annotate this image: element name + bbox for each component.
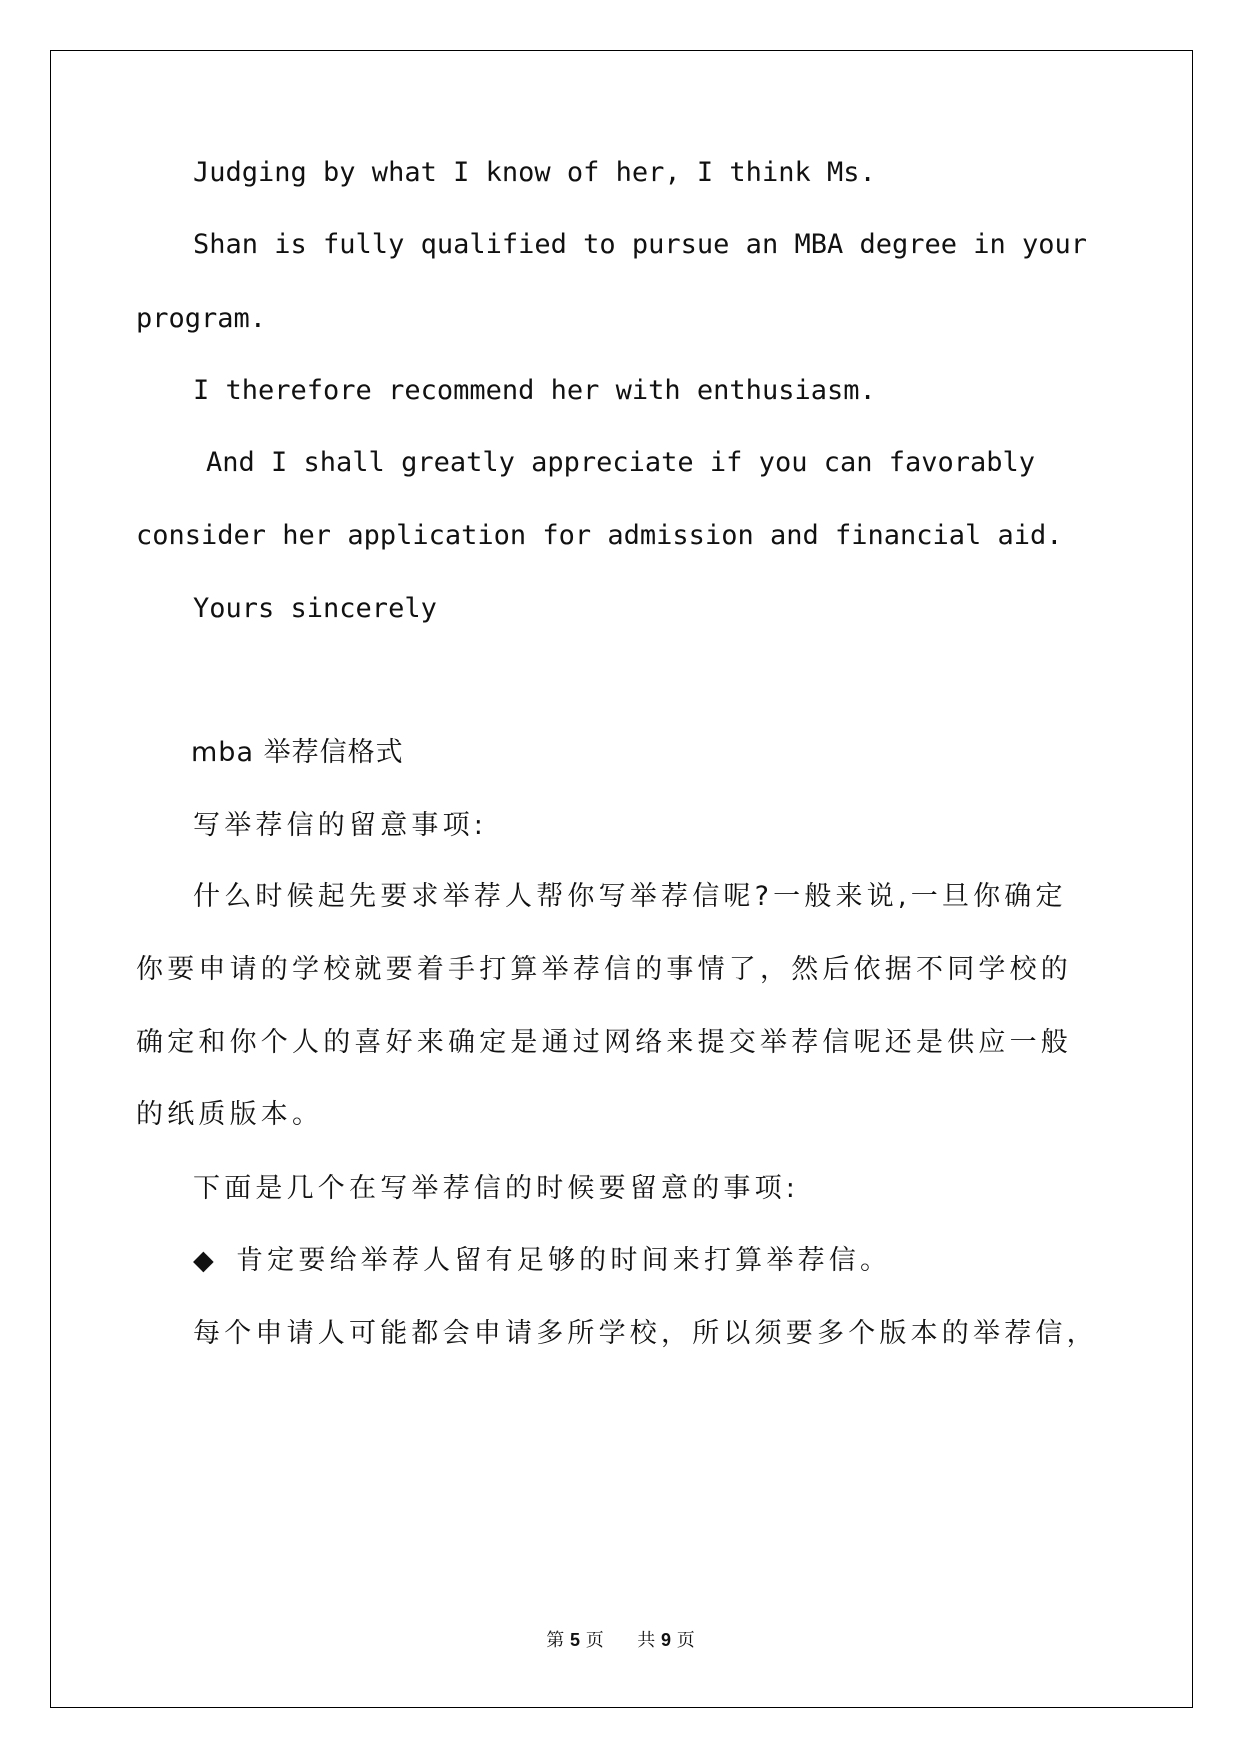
section-subheading: 写举荐信的留意事项: — [193, 810, 488, 841]
page-border — [50, 50, 1193, 1708]
page-footer — [0, 1626, 1241, 1652]
bullet-item-1-text: 肯定要给举荐人留有足够的时间来打算举荐信。 — [235, 1245, 892, 1276]
footer-total-pages: 9 — [660, 1630, 671, 1650]
footer-page-number: 5 — [570, 1630, 581, 1650]
letter-closing: Yours sincerely — [193, 593, 437, 624]
paragraph-2: 下面是几个在写举荐信的时候要留意的事项: — [193, 1173, 800, 1204]
letter-line-2: Shan is fully qualified to pursue an MBA degree in your — [193, 229, 1088, 260]
diamond-bullet-icon: ◆ — [193, 1245, 218, 1276]
letter-line-4: I therefore recommend her with enthusiasm. — [193, 375, 876, 406]
footer-page-label: 页 — [585, 1630, 604, 1651]
letter-line-1: Judging by what I know of her, I think Ms. — [193, 157, 876, 188]
section-heading: mba 举荐信格式 — [191, 737, 404, 768]
footer-prefix: 第 — [546, 1630, 565, 1651]
letter-line-5: And I shall greatly appreciate if you can favorably — [206, 447, 1036, 478]
paragraph-3-line-1: 每个申请人可能都会申请多所学校，所以须要多个版本的举荐信， — [193, 1318, 1098, 1349]
paragraph-1-line-1: 什么时候起先要求举荐人帮你写举荐信呢?一般来说,一旦你确定 — [193, 881, 1067, 912]
footer-suffix: 页 — [676, 1630, 695, 1651]
paragraph-1-line-4: 的纸质版本。 — [136, 1099, 324, 1130]
letter-line-6: consider her application for admission and financial aid. — [136, 520, 1063, 551]
paragraph-1-line-3: 确定和你个人的喜好来确定是通过网络来提交举荐信呢还是供应一般 — [136, 1027, 1072, 1058]
bullet-item-1 — [193, 1244, 891, 1278]
footer-total-prefix: 共 — [637, 1630, 656, 1651]
letter-line-3: program. — [136, 303, 267, 334]
paragraph-1-line-2: 你要申请的学校就要着手打算举荐信的事情了，然后依据不同学校的 — [136, 954, 1072, 985]
